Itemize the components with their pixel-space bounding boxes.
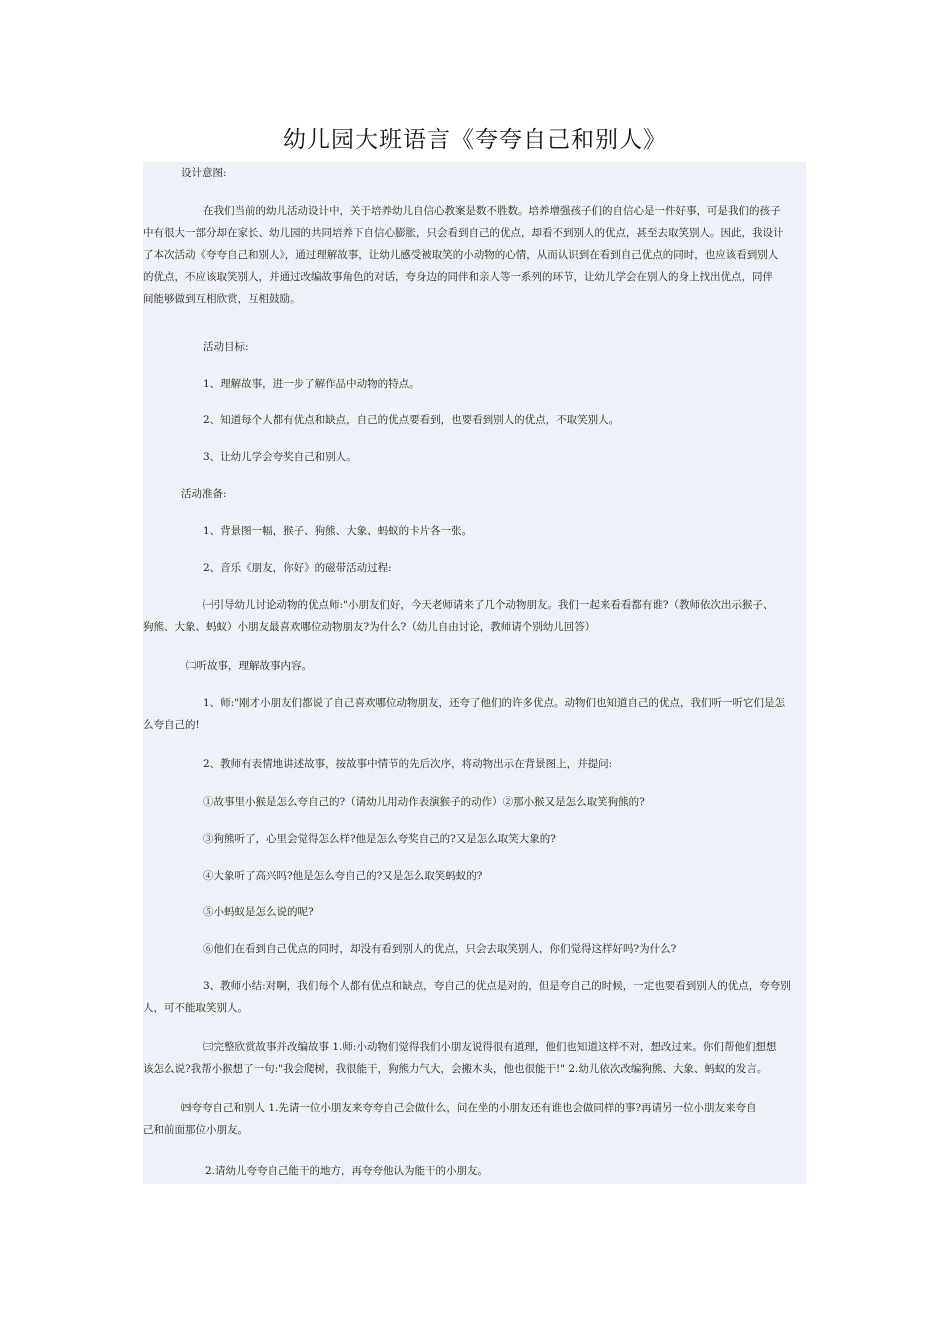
goal-item: 3、让幼儿学会夸奖自己和别人。 [203,451,357,463]
step2-item1-paragraph [143,692,806,736]
design-line: 间能够做到互相欣赏，互相鼓励。 [143,293,301,305]
step4-item2: 2.请幼儿夸夸自己能干的地方，再夸夸他认为能干的小朋友。 [205,1165,489,1177]
step2-item1-line: 么夸自己的! [143,719,200,731]
step2-item1-line: 1、师:"刚才小朋友们都说了自己喜欢哪位动物朋友，还夸了他们的许多优点。动物们也知道自己的优点，我们听一听它们是怎 [203,697,786,709]
prep-item: 1、背景图一幅，猴子、狗熊、大象、蚂蚁的卡片各一张。 [203,525,473,537]
document-body [143,162,806,1184]
step4-paragraph [143,1097,806,1141]
design-paragraph [143,200,806,310]
summary-line: 3、教师小结:对啊，我们每个人都有优点和缺点，夸自己的优点是对的，但是夸自己的时候，一定也要看到别人的优点，夸夸别 [203,980,791,992]
step3-line: 该怎么说?我帮小猴想了一句:"我会爬树，我很能干，狗熊力气大，会搬木头，他也很能干!" 2.幼儿依次改编狗熊、大象、蚂蚁的发言。 [143,1063,768,1075]
design-line: 了本次活动《夸夸自己和别人》，通过理解故事，让幼儿感受被取笑的小动物的心情，从而认识到在看到自己优点的同时，也应该看到别人 [143,249,779,261]
step1-line: ㈠引导幼儿讨论动物的优点师:"小朋友们好，今天老师请来了几个动物朋友。我们一起来看看都有谁?（教师依次出示猴子、 [203,599,774,611]
prep-heading: 活动准备: [181,488,227,500]
document-title: 幼儿园大班语言《夸夸自己和别人》 [283,127,667,153]
step2-heading: ㈡听故事，理解故事内容。 [186,660,312,672]
question-item: ①故事里小猴是怎么夸自己的?（请幼儿用动作表演猴子的动作）②那小猴又是怎么取笑狗熊的? [203,796,645,808]
question-item: ④大象听了高兴吗?他是怎么夸自己的?又是怎么取笑蚂蚁的? [203,870,483,882]
step1-line: 狗熊、大象、蚂蚁）小朋友最喜欢哪位动物朋友?为什么?（幼儿自由讨论，教师请个别幼儿回答） [143,621,596,633]
question-item: ⑤小蚂蚁是怎么说的呢? [203,906,314,918]
summary-paragraph [143,975,806,1019]
summary-line: 人，可不能取笑别人。 [143,1002,248,1014]
design-line: 的优点，不应该取笑别人，并通过改编故事角色的对话，夸身边的同伴和亲人等一系列的环节，让幼儿学会在别人的身上找出优点，同伴 [143,271,773,283]
goals-heading: 活动目标: [203,341,249,353]
question-item: ⑥他们在看到自己优点的同时，却没有看到别人的优点，只会去取笑别人，你们觉得这样好吗?为什么? [203,943,677,955]
design-line: 在我们当前的幼儿活动设计中，关于培养幼儿自信心教案是数不胜数。培养增强孩子们的自信心是一件好事，可是我们的孩子 [203,205,781,217]
step1-paragraph [143,594,806,638]
step2-item2: 2、教师有表情地讲述故事，按故事中情节的先后次序，将动物出示在背景图上，并提问: [203,758,613,770]
design-line: 中有很大一部分却在家长、幼儿园的共同培养下自信心膨胀，只会看到自己的优点，却看不到别人的优点，甚至去取笑别人。因此，我设计 [143,227,784,239]
step4-line: ㈣夸夸自己和别人 1.先请一位小朋友来夸夸自己会做什么，问在坐的小朋友还有谁也会做同样的事?再请另一位小朋友来夸自 [181,1102,757,1114]
goal-item: 2、知道每个人都有优点和缺点，自己的优点要看到，也要看到别人的优点，不取笑别人。 [203,414,620,426]
step3-paragraph [143,1036,806,1080]
step3-line: ㈢完整欣赏故事并改编故事 1.师:小动物们觉得我们小朋友说得很有道理，他们也知道这样不对，想改过来。你们帮他们想想 [203,1041,777,1053]
design-heading: 设计意图: [181,167,227,179]
prep-item: 2、音乐《朋友，你好》的磁带活动过程: [203,562,392,574]
question-item: ③狗熊听了，心里会觉得怎么样?他是怎么夸奖自己的?又是怎么取笑大象的? [203,833,556,845]
step4-line: 己和前面那位小朋友。 [143,1124,248,1136]
goal-item: 1、理解故事，进一步了解作品中动物的特点。 [203,378,420,390]
